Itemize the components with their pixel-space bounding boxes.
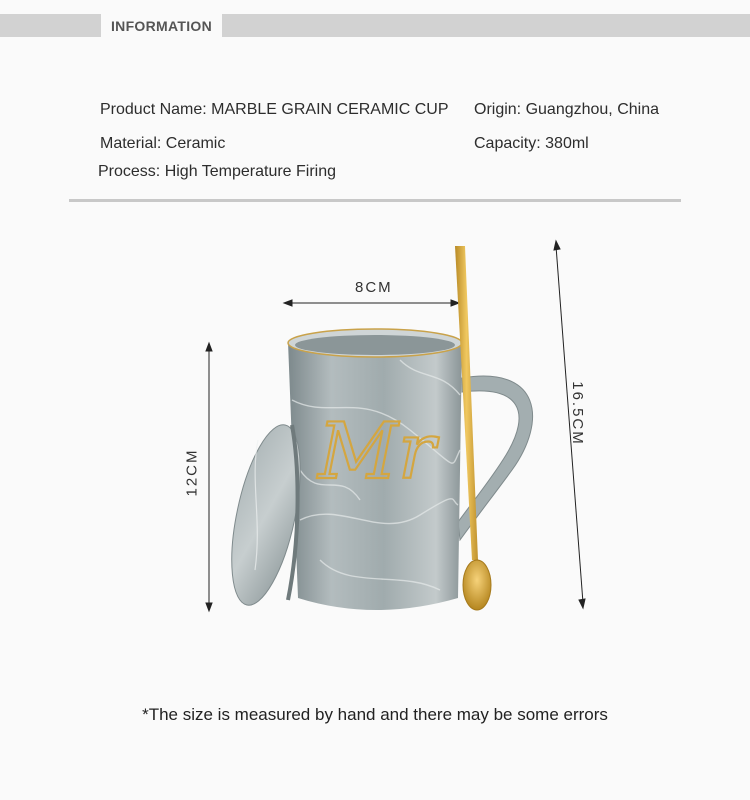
spec-origin: Origin: Guangzhou, China (474, 101, 659, 118)
spec-product-name: Product Name: MARBLE GRAIN CERAMIC CUP (100, 101, 449, 118)
total-height-label: 16.5CM (568, 381, 586, 446)
mug-lettering: Mr (318, 407, 436, 497)
spec-process: Process: High Temperature Firing (98, 163, 337, 180)
section-title: INFORMATION (110, 18, 213, 34)
cup-height-label: 12CM (183, 448, 201, 497)
cup-height-arrow (206, 343, 212, 611)
spec-capacity: Capacity: 380ml (474, 135, 589, 152)
width-label: 8CM (355, 279, 393, 296)
spec-material: Material: Ceramic (100, 135, 226, 152)
width-arrow (284, 300, 459, 306)
footnote: *The size is measured by hand and there may be some errors (142, 705, 608, 724)
